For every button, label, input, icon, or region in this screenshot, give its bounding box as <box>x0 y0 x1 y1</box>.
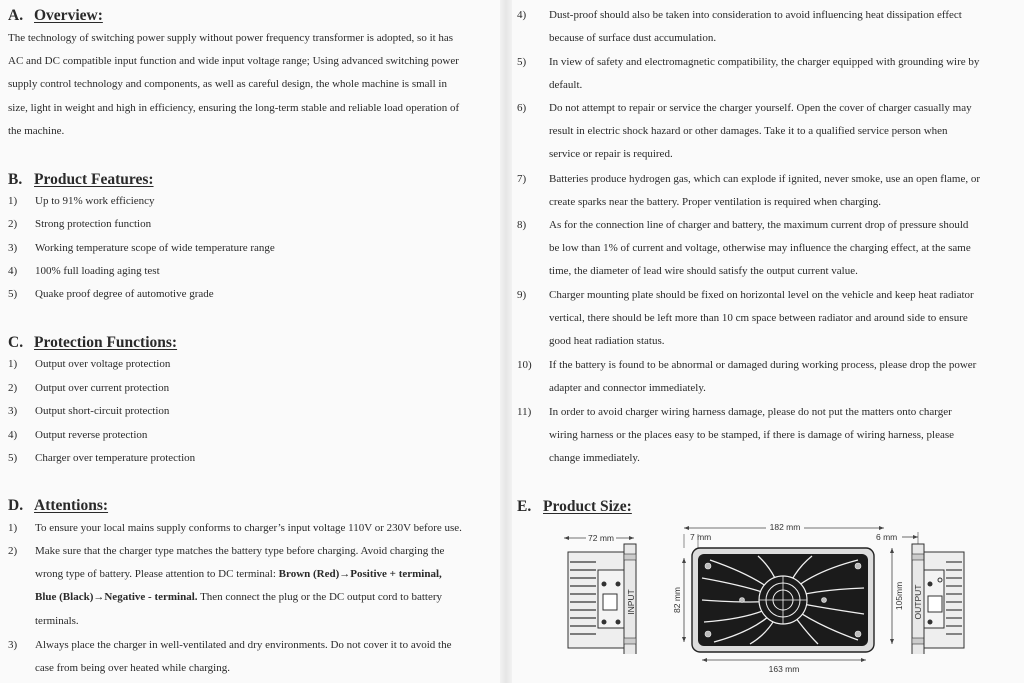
dim-side-width: 72 mm <box>588 533 614 543</box>
attention-item-11: 11) In order to avoid charger wiring harness damage, please do not put the matters onto charger wiring harness or the places easy to be stamped, if there is damage of wiring harness, please change immediately. <box>517 406 955 465</box>
input-label: INPUT <box>626 589 636 615</box>
attention-item-10: 10) If the battery is found to be abnormal or damaged during working process, please drop the power adapter and connector immediately. <box>517 359 977 395</box>
attention-item-6: 6) Do not attempt to repair or service the charger yourself. Open the cover of charger casually may result in electric shock hazard or other damages. Take it to a qualified service person when service or repair is required. <box>517 102 972 161</box>
page-fold <box>500 0 512 683</box>
list-item: 3) Output short-circuit protection <box>8 405 170 417</box>
overview-heading: A. Overview: <box>8 7 103 24</box>
side-view-input-figure <box>560 524 648 654</box>
output-label: OUTPUT <box>913 584 923 620</box>
list-item: 1) Up to 91% work efficiency <box>8 195 155 207</box>
list-item: 4) 100% full loading aging test <box>8 265 160 277</box>
list-item: 2) Output over current protection <box>8 382 170 394</box>
size-heading: E. Product Size: <box>517 498 632 515</box>
right-page <box>512 0 1024 683</box>
attention-item-3: 3) Always place the charger in well-ventilated and dry environments. Do not cover it to avoid the case from being over heated while charging. <box>8 639 452 675</box>
attention-item-4: 4) Dust-proof should also be taken into consideration to avoid influencing heat dissipation effect because of surface dust accumulation. <box>517 9 962 45</box>
top-view-figure <box>662 518 902 678</box>
attention-item-2: 2) Make sure that the charger type matches the battery type before charging. Avoid charging the wrong type of battery. Please attention to DC terminal: Brown (Red)→Positive + terminal, Blue (Black)→Negative - terminal. Then connect the plug or the DC output cord to battery terminals. <box>8 545 445 627</box>
left-page <box>0 0 500 683</box>
list-item: 5) Quake proof degree of automotive grade <box>8 288 214 300</box>
dim-height-outer: 82 mm <box>672 587 682 613</box>
attention-item-5: 5) In view of safety and electromagnetic compatibility, the charger equipped with grounding wire by default. <box>517 56 980 92</box>
attention-item-8: 8) As for the connection line of charger and battery, the maximum current drop of pressure should be low than 1% of current and voltage, otherwise may influence the charging effect, at the same time, the diameter of lead wire should satisfy the output current value. <box>517 219 971 278</box>
side-view-output-figure <box>874 524 970 654</box>
attention-item-1: 1) To ensure your local mains supply conforms to charger’s input voltage 110V or 230V before use. <box>8 522 462 534</box>
list-item: 5) Charger over temperature protection <box>8 452 196 464</box>
dim-bottom-width: 163 mm <box>768 664 800 674</box>
dim-height-inner: 105mm <box>894 581 904 611</box>
list-item: 1) Output over voltage protection <box>8 358 171 370</box>
attention-item-7: 7) Batteries produce hydrogen gas, which can explode if ignited, never smoke, use an open flame, or create sparks near the battery. Proper ventilation is required when charging. <box>517 173 980 209</box>
list-item: 3) Working temperature scope of wide temperature range <box>8 242 275 254</box>
overview-paragraph: The technology of switching power supply without power frequency transformer is adopted, so it has AC and DC compatible input function and wide input voltage range; Using advanced switching power supply control technology and components, as well as careful design, the whole machine is small in size, light in weight and high in efficiency, ensuring the long-term stable and reliable load operation of the machine. <box>8 32 460 137</box>
list-item: 4) Output reverse protection <box>8 429 148 441</box>
attentions-heading: D. Attentions: <box>8 497 109 514</box>
dim-right-margin: 6 mm <box>876 532 898 542</box>
dim-left-margin: 7 mm <box>690 532 712 542</box>
list-item: 2) Strong protection function <box>8 218 152 230</box>
attention-item-9: 9) Charger mounting plate should be fixed on horizontal level on the vehicle and keep heat radiator vertical, there should be left more than 10 cm space between radiator and around side to ensure good heat radiation status. <box>517 289 974 348</box>
protection-heading: C. Protection Functions: <box>8 334 178 351</box>
dim-top-width: 182 mm <box>769 522 801 532</box>
features-heading: B. Product Features: <box>8 171 154 188</box>
